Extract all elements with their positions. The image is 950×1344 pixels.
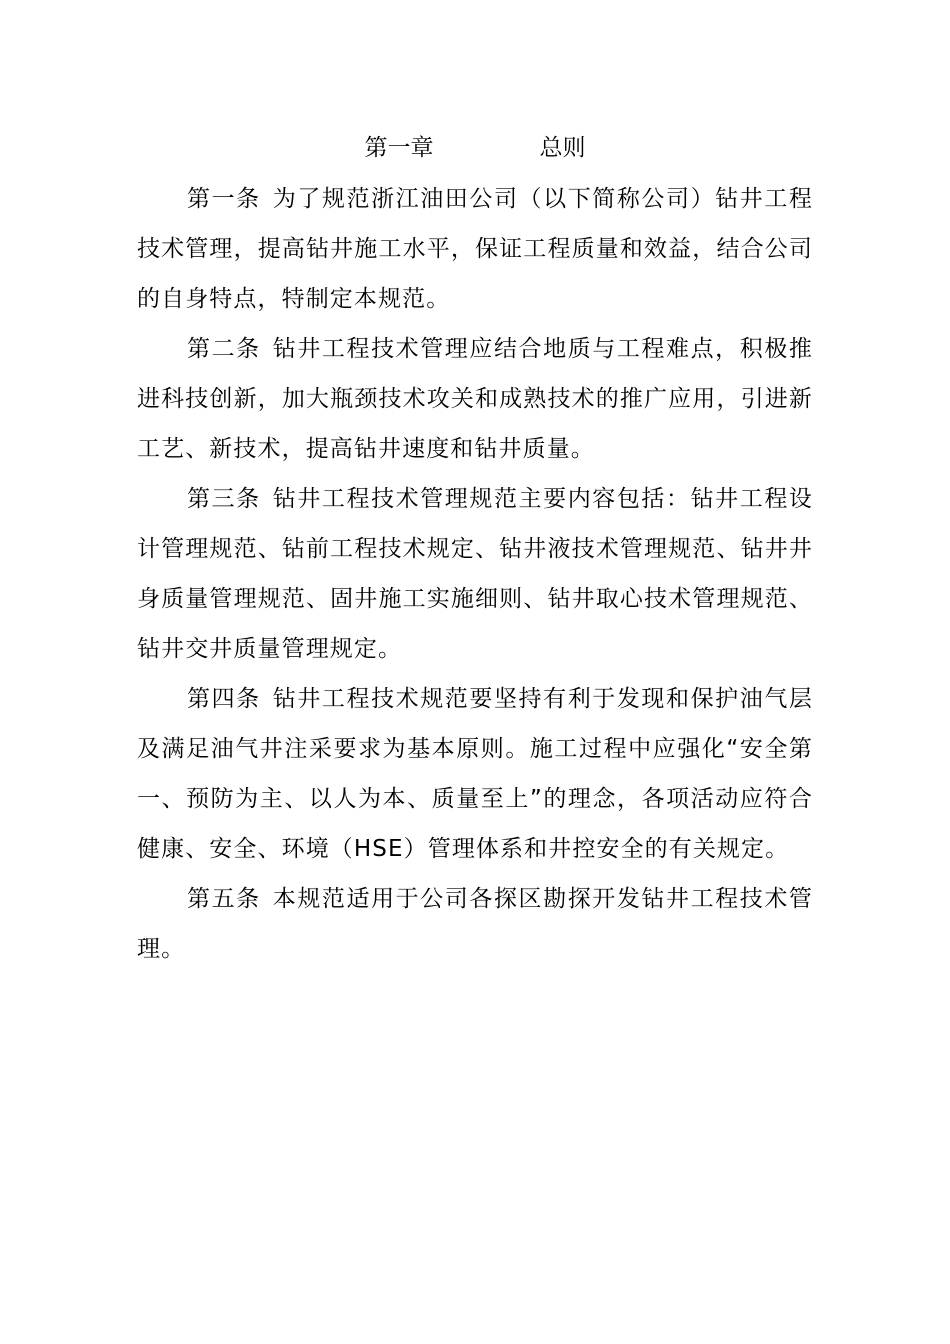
- article-1: [137, 174, 813, 324]
- article-text: 钻井工程技术管理应结合地质与工程难点，积极推进科技创新，加大瓶颈技术攻关和成熟技术的推广应用，引进新工艺、新技术，提高钻井速度和钻井质量。: [137, 336, 813, 462]
- article-number: 第三条: [187, 486, 261, 512]
- article-text: 钻井工程技术管理规范主要内容包括：钻井工程设计管理规范、钻前工程技术规定、钻井液技术管理规范、钻井井身质量管理规范、固井施工实施细则、钻井取心技术管理规范、钻井交井质量管理规定。: [137, 486, 813, 662]
- chapter-heading: [0, 128, 950, 168]
- article-number: 第一条: [187, 186, 261, 212]
- article-3: [137, 474, 813, 674]
- article-number: 第四条: [187, 686, 261, 712]
- article-text: 本规范适用于公司各探区勘探开发钻井工程技术管理。: [137, 886, 813, 962]
- article-5: [137, 874, 813, 974]
- chapter-title: 总则: [539, 135, 586, 161]
- article-number: 第五条: [187, 886, 261, 912]
- article-text: 为了规范浙江油田公司（以下简称公司）钻井工程技术管理，提高钻井施工水平，保证工程质量和效益，结合公司的自身特点，特制定本规范。: [137, 186, 813, 312]
- article-text: 钻井工程技术规范要坚持有利于发现和保护油气层及满足油气井注采要求为基本原则。施工过程中应强化“安全第一、预防为主、以人为本、质量至上”的理念，各项活动应符合健康、安全、环境（HSE）管理体系和井控安全的有关规定。: [137, 686, 813, 862]
- article-number: 第二条: [187, 336, 261, 362]
- article-4: [137, 674, 813, 874]
- document-body: [137, 174, 813, 974]
- chapter-number: 第一章: [364, 135, 434, 161]
- article-2: [137, 324, 813, 474]
